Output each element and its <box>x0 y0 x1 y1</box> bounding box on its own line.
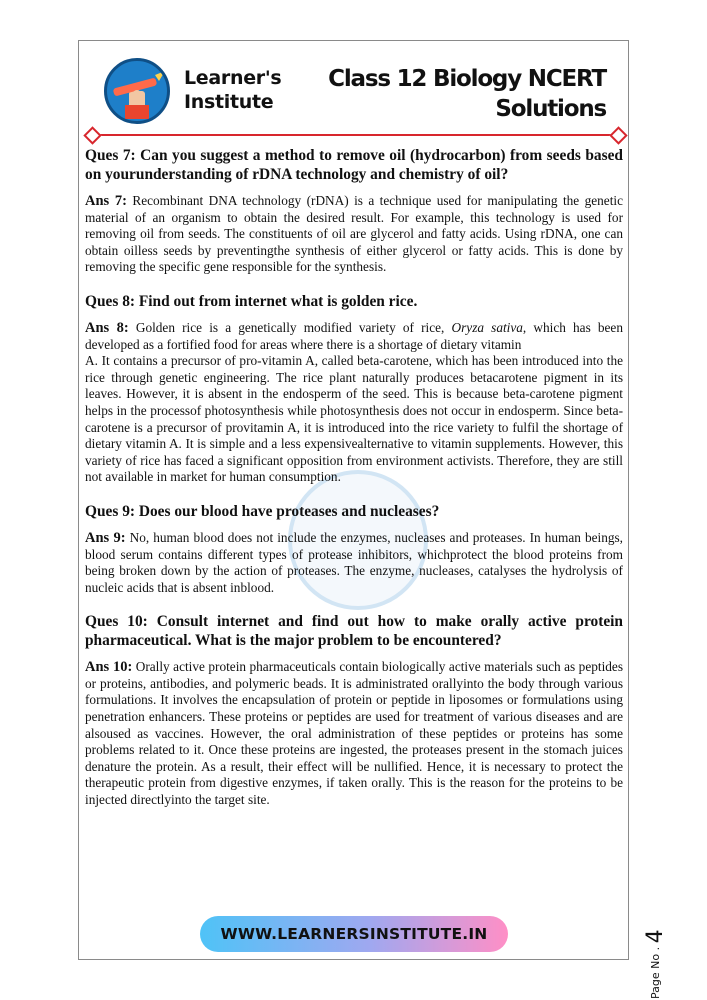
answer-8-label: Ans 8: <box>85 319 129 336</box>
page-number-value: 4 <box>643 929 668 944</box>
brand-name <box>184 66 281 114</box>
answer-8 <box>85 320 623 353</box>
brand-name-line2: Institute <box>184 91 274 113</box>
page-title <box>328 64 606 124</box>
question-10: Ques 10: Consult internet and find out how to make orally active protein pharmaceutical. What is the major problem to be encountered? <box>85 613 623 650</box>
page-title-line1: Class 12 Biology NCERT <box>328 66 606 92</box>
answer-8-species: Oryza sativa <box>451 319 523 335</box>
question-8: Ques 8: Find out from internet what is golden rice. <box>85 292 418 310</box>
answer-9 <box>85 530 623 596</box>
brand-name-line1: Learner's <box>184 67 282 89</box>
page-title-line2: Solutions <box>495 96 606 122</box>
answer-8-text-mid: , which has been developed as a fortified food for areas where there is a shortage of dietary vitamin <box>85 319 623 352</box>
page-number <box>643 899 673 999</box>
answer-8-continued: A. It contains a precursor of pro-vitamin A, called beta-carotene, which has been introduced into the rice through genetic engineering. The rice plant naturally produces betacarotene pigment in its leaves. However, it is absent in the endosperm of the seed. This is because beta-carotene pigment helps in the processof photosynthesis while photosynthesis does not occur in endosperm. Since beta-carotene is a precursor of provitamin A, it is introduced into the rice variety to fulfil the shortage of dietary vitamin A. It is simple and a less expensivealternative to vitamin supplements. However, this variety of rice has faced a significant opposition from environment activists. Therefore, they are still not available in market for human consumption. <box>85 353 623 485</box>
page-number-label: Page No . <box>649 943 662 999</box>
answer-7-label: Ans 7: <box>85 193 127 209</box>
question-9: Ques 9: Does our blood have proteases and nucleases? <box>85 502 440 520</box>
answer-9-label: Ans 9: <box>85 529 126 546</box>
answer-7 <box>85 193 623 276</box>
answer-8-text-pre: Golden rice is a genetically modified variety of rice, <box>128 319 452 335</box>
answer-9-text: No, human blood does not include the enzymes, nucleases and proteases. In human beings, blood serum contains different types of protease inhibitors, whichprotect the blood proteins from being broken down by the action of proteases. The enzyme, nucleases, catalyses the hydrolysis of nucleic acids that is absent inblood. <box>85 529 623 595</box>
header-divider <box>92 134 616 136</box>
answer-7-text: Recombinant DNA technology (rDNA) is a technique used for manipulating the genetic material of an organism to obtain the desired result. For example, this technology is used for removing oil from seeds. The constituents of oil are glycerol and fatty acids. Using rDNA, one can obtain oilless seeds by preventingthe synthesis of either glycerol or fatty acids. This is done by removing the specific gene responsible for the synthesis. <box>85 193 623 275</box>
website-link[interactable]: WWW.LEARNERSINSTITUTE.IN <box>200 916 508 952</box>
answer-10-label: Ans 10: <box>85 659 133 676</box>
answer-10 <box>85 659 623 808</box>
qa-content <box>85 146 623 825</box>
question-7: Ques 7: Can you suggest a method to remove oil (hydrocarbon) from seeds based on yourunderstanding of rDNA technology and chemistry of oil? <box>85 147 623 183</box>
answer-10-text: Orally active protein pharmaceuticals contain biologically active materials such as peptides or proteins, antibodies, and polymeric beads. It is administrated orallyinto the body through various formulations. It involves the encapsulation of protein or peptide in liposomes or formulations using penetration enhancers. These proteins or peptides are used for treatment of various diseases and are alsoused as vaccines. However, the oral administration of these peptides or proteins has some problems related to it. Once these proteins are ingested, the proteases present in the stomach juices denature the protein. As a result, their effect will be nullified. Hence, it is necessary to protect the therapeutic protein from digestive enzymes, if taken orally. This is the reason for the proteins to be injected directlyinto the target site. <box>85 659 623 808</box>
logo-icon <box>104 58 170 124</box>
